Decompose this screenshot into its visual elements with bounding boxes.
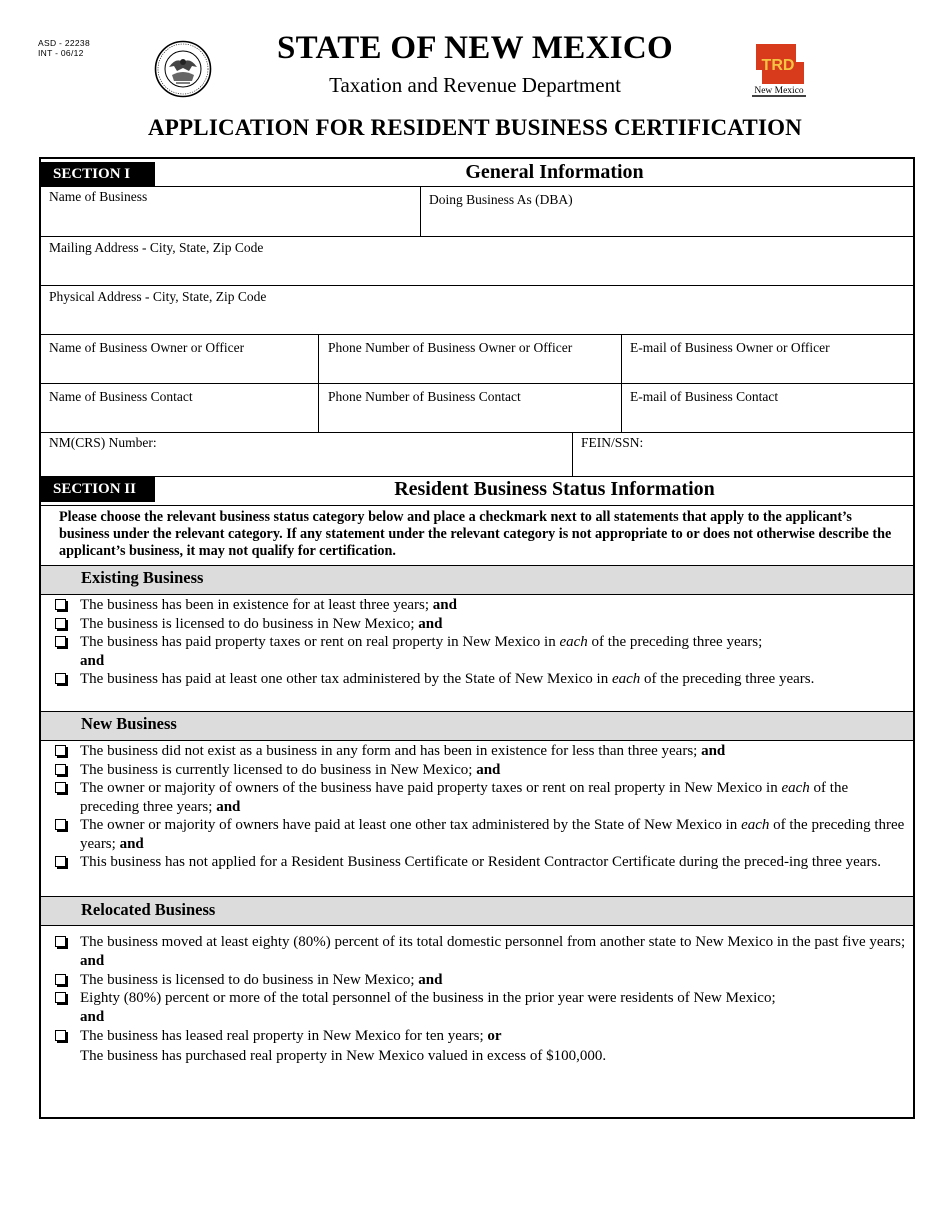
new-item-3[interactable]: The owner or majority of owners of the business have paid property taxes or rent on real property in New Mexico in each of the preceding three years; and bbox=[55, 779, 907, 816]
checkbox[interactable] bbox=[55, 636, 66, 647]
contact-email-field[interactable]: E-mail of Business Contact bbox=[630, 389, 779, 404]
existing-item-3[interactable]: The business has paid property taxes or rent on real property in New Mexico in each of the preceding three years; and bbox=[55, 633, 907, 670]
owner-email-field[interactable]: E-mail of Business Owner or Officer bbox=[630, 340, 830, 355]
dba-field[interactable]: Doing Business As (DBA) bbox=[429, 192, 573, 207]
existing-business-heading: Existing Business bbox=[81, 568, 204, 587]
contact-phone-field[interactable]: Phone Number of Business Contact bbox=[328, 389, 521, 404]
relocated-item-4[interactable]: The business has leased real property in New Mexico for ten years; or bbox=[55, 1027, 907, 1046]
relocated-item-2[interactable]: The business is licensed to do business in New Mexico; and bbox=[55, 971, 907, 990]
form-title: APPLICATION FOR RESIDENT BUSINESS CERTIFICATION bbox=[147, 115, 802, 140]
crs-number-field[interactable]: NM(CRS) Number: bbox=[49, 435, 157, 450]
checkbox[interactable] bbox=[55, 673, 66, 684]
checkbox[interactable] bbox=[55, 618, 66, 629]
section-2-instructions: Please choose the relevant business status category below and place a checkmark next to all statements that apply to the applicant’s business under the relevant category. If any statement under the relevant category is not appropriate to or does not otherwise describe the applicant’s business, it may not qualify for certification. bbox=[59, 509, 892, 559]
relocated-business-heading: Relocated Business bbox=[81, 900, 216, 919]
contact-name-field[interactable]: Name of Business Contact bbox=[49, 389, 193, 404]
relocated-purchase-statement: The business has purchased real property in New Mexico valued in excess of $100,000. bbox=[80, 1048, 607, 1064]
existing-item-1[interactable]: The business has been in existence for at least three years; and bbox=[55, 596, 907, 615]
fein-ssn-field[interactable]: FEIN/SSN: bbox=[581, 435, 644, 450]
new-item-5[interactable]: This business has not applied for a Resident Business Certificate or Resident Contractor Certificate during the preced-ing three years. bbox=[55, 853, 907, 872]
checkbox[interactable] bbox=[55, 782, 66, 793]
section-2-tag: SECTION II bbox=[41, 477, 155, 502]
existing-item-4[interactable]: The business has paid at least one other tax administered by the State of New Mexico in each of the preceding three years. bbox=[55, 670, 907, 689]
checkbox[interactable] bbox=[55, 936, 66, 947]
logo-mark: TRD bbox=[761, 57, 795, 74]
checkbox[interactable] bbox=[55, 745, 66, 756]
new-item-1[interactable]: The business did not exist as a business in any form and has been in existence for less than three years; and bbox=[55, 742, 907, 761]
owner-phone-field[interactable]: Phone Number of Business Owner or Officer bbox=[328, 340, 573, 355]
business-name-field[interactable]: Name of Business bbox=[49, 189, 148, 204]
new-item-4[interactable]: The owner or majority of owners have paid at least one other tax administered by the State of New Mexico in each of the preceding three years; and bbox=[55, 816, 907, 853]
logo-text: New Mexico bbox=[754, 86, 804, 96]
department-name: Taxation and Revenue Department bbox=[329, 73, 621, 97]
new-item-2[interactable]: The business is currently licensed to do business in New Mexico; and bbox=[55, 761, 907, 780]
owner-name-field[interactable]: Name of Business Owner or Officer bbox=[49, 340, 245, 355]
relocated-item-3[interactable]: Eighty (80%) percent or more of the total personnel of the business in the prior year were residents of New Mexico; and bbox=[55, 989, 907, 1026]
new-business-heading: New Business bbox=[81, 714, 177, 733]
mailing-address-field[interactable]: Mailing Address - City, State, Zip Code bbox=[49, 240, 264, 255]
state-title: STATE OF NEW MEXICO bbox=[277, 30, 673, 66]
checkbox[interactable] bbox=[55, 764, 66, 775]
checkbox[interactable] bbox=[55, 992, 66, 1003]
trd-logo-icon bbox=[748, 40, 810, 98]
application-form bbox=[39, 157, 915, 1119]
checkbox[interactable] bbox=[55, 819, 66, 830]
checkbox[interactable] bbox=[55, 974, 66, 985]
form-revision: INT - 06/12 bbox=[38, 48, 84, 58]
section-2-heading: Resident Business Status Information bbox=[394, 478, 715, 500]
section-1-tag: SECTION I bbox=[41, 162, 155, 187]
checkbox[interactable] bbox=[55, 599, 66, 610]
relocated-item-1[interactable]: The business moved at least eighty (80%) percent of its total domestic personnel from another state to New Mexico in the past five years; and bbox=[55, 933, 907, 970]
checkbox[interactable] bbox=[55, 856, 66, 867]
form-code: ASD - 22238 bbox=[38, 38, 90, 48]
existing-item-2[interactable]: The business is licensed to do business in New Mexico; and bbox=[55, 615, 907, 634]
section-1-heading: General Information bbox=[465, 161, 644, 183]
checkbox[interactable] bbox=[55, 1030, 66, 1041]
physical-address-field[interactable]: Physical Address - City, State, Zip Code bbox=[49, 289, 267, 304]
